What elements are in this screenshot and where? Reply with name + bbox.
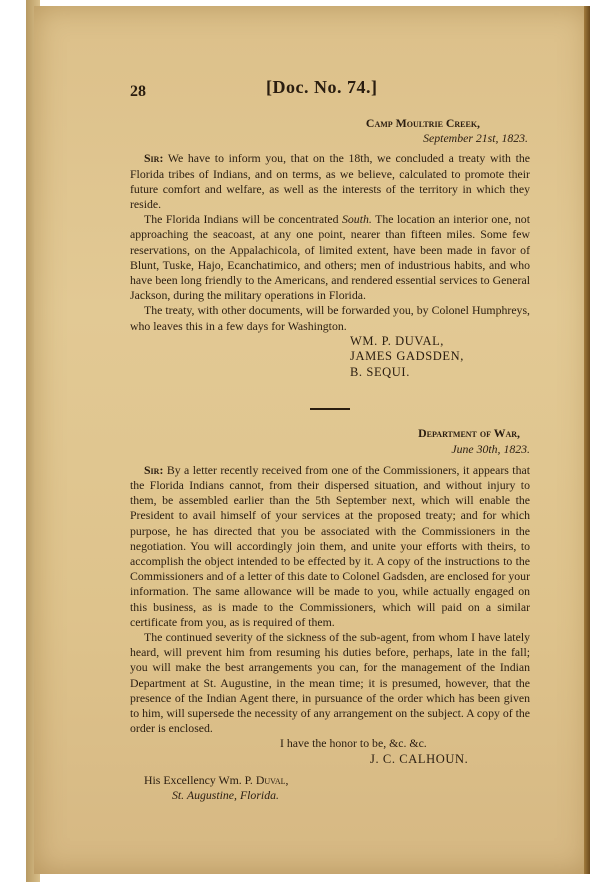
addressee-place: St. Augustine, Florida. bbox=[172, 788, 279, 803]
section-divider bbox=[310, 408, 350, 410]
letter1-paragraph-1: Sir: We have to inform you, that on the 18th, we concluded a treaty with the Florida tribes of Indians, and on terms, as we believe, calculated to promote their future comfort and welfare, as well as the interests of the territory in which they reside. bbox=[130, 151, 530, 212]
letter1-salutation: Sir: bbox=[144, 151, 164, 166]
signer-gadsden: JAMES GADSDEN, bbox=[350, 349, 464, 364]
letter2-date: June 30th, 1823. bbox=[451, 441, 530, 456]
letter2-paragraph-2: The continued severity of the sickness of the sub-agent, from whom I have lately heard, will prevent him from resuming his duties before, perhaps, late in the fall; you will make the best arrangements you can, for the management of the Indian Department at St. Augustine, in the mean time; it is presumed, however, that the presence of the Indian Agent there, in pursuance of the order which has been given to him, will supersede the necessity of any arrangement on the subject. A copy of the order is enclosed. bbox=[130, 629, 531, 736]
letter1-signatures bbox=[350, 334, 530, 381]
letter1-place: Camp Moultrie Creek, bbox=[365, 116, 480, 130]
letter2-place: Department of War, bbox=[418, 426, 520, 441]
signer-sequi: B. SEQUI. bbox=[350, 364, 410, 379]
document-reference: [Doc. No. 74.] bbox=[266, 77, 378, 97]
page-number: 28 bbox=[130, 83, 146, 100]
letter2-salutation: Sir: bbox=[144, 462, 164, 477]
letter1-paragraph-3: The treaty, with other documents, will be forwarded you, by Colonel Humphreys, who leaves this in a few days for Washington. bbox=[130, 303, 530, 333]
letter2-closing: I have the honor to be, &c. &c. bbox=[280, 736, 427, 751]
page-text bbox=[130, 77, 531, 803]
letter2-paragraph-1: Sir: By a letter recently received from one of the Commissioners, it appears that the Florida Indians cannot, from their dispersed situation, and without injury to them, be assembled earlier than the 5th September next, which will enable the President to avail himself of your services at the proposed treaty; and for which purpose, he has directed that you be associated with the Commissioners in the negotiation. You will accordingly join them, and unite your efforts with theirs, to accomplish the object intended to be effected by it. A copy of the instructions to the Commissioners and of a letter of this date to Colonel Gadsden, are enclosed for your information. The same allowance will be made to you, while actually engaged on this business, as is made to the Commissioners, which will paid on a similar certificate from you, as is required of them. bbox=[130, 462, 530, 629]
book-spine bbox=[584, 6, 590, 874]
letter1-paragraph-2: The Florida Indians will be concentrated South. The location an interior one, not approaching the seacoast, at any one point, nearer than fifteen miles. Some few reservations, on the Appalachicola, of limited extent, have been made in favor of Blunt, Tuske, Hajo, Ecanchatimico, and others; men of industrious habits, and who have been long friendly to the Americans, and rendered essential services to General Jackson, during the military operations in Florida. bbox=[130, 212, 530, 303]
letter1-date: September 21st, 1823. bbox=[423, 131, 528, 146]
signer-duval: WM. P. DUVAL, bbox=[350, 333, 445, 348]
page-header bbox=[130, 77, 530, 106]
addressee: His Excellency Wm. P. Duval, bbox=[144, 772, 289, 787]
signer-calhoun: J. C. CALHOUN. bbox=[370, 751, 469, 766]
